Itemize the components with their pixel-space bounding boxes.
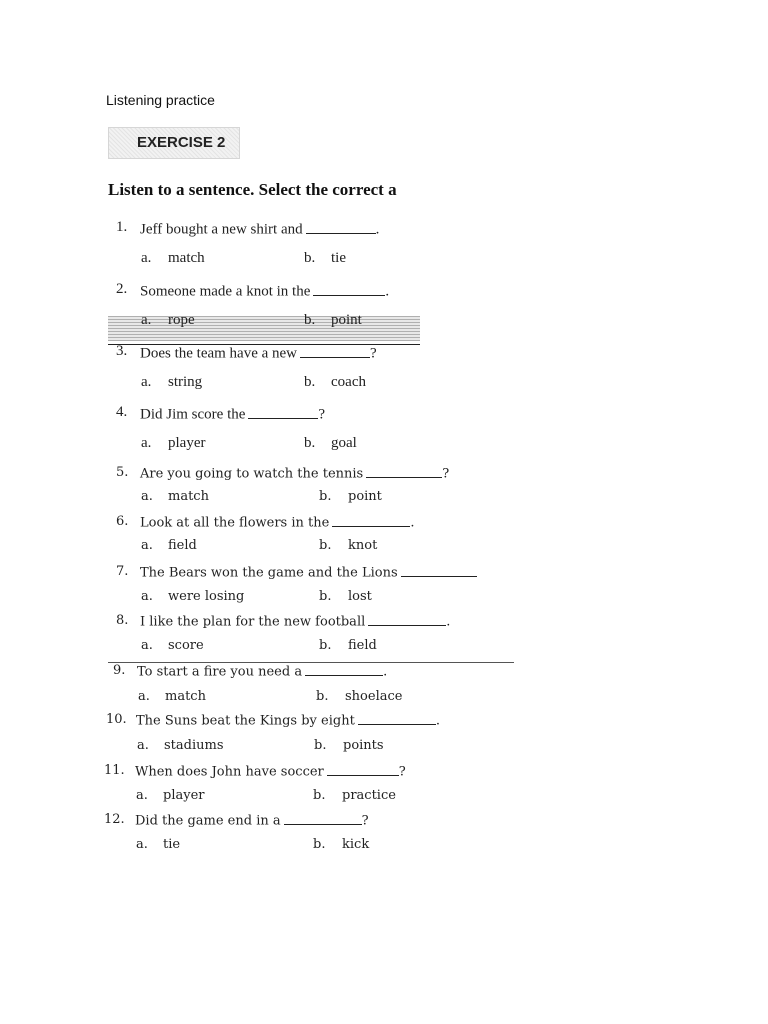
option-a-letter: a. bbox=[141, 250, 152, 266]
option-b[interactable]: point bbox=[331, 312, 362, 328]
question-text: Are you going to watch the tennis bbox=[140, 466, 364, 482]
question-number: 7. bbox=[116, 564, 129, 579]
option-b-letter: b. bbox=[313, 837, 326, 852]
option-a[interactable]: player bbox=[168, 435, 206, 451]
question-number: 12. bbox=[104, 812, 125, 827]
question-number: 9. bbox=[113, 663, 126, 678]
option-b[interactable]: goal bbox=[331, 435, 357, 451]
question-end: ? bbox=[398, 764, 406, 780]
option-a-letter: a. bbox=[138, 689, 150, 704]
answer-blank bbox=[332, 514, 410, 527]
option-b-letter: b. bbox=[319, 638, 332, 653]
option-b-letter: b. bbox=[304, 374, 316, 390]
option-b[interactable]: practice bbox=[342, 788, 396, 803]
answer-blank bbox=[300, 343, 370, 358]
answer-blank bbox=[358, 712, 436, 725]
question-end: ? bbox=[442, 466, 450, 482]
question-text: The Suns beat the Kings by eight bbox=[136, 713, 355, 729]
question-end: . bbox=[375, 221, 380, 238]
question-end: . bbox=[385, 283, 390, 300]
option-b[interactable]: tie bbox=[331, 250, 346, 266]
answer-blank bbox=[248, 404, 318, 419]
option-a[interactable]: were losing bbox=[168, 589, 245, 604]
option-a-letter: a. bbox=[141, 435, 152, 451]
option-b[interactable]: lost bbox=[348, 589, 372, 604]
question-text: Someone made a knot in the bbox=[140, 283, 311, 300]
option-a[interactable]: match bbox=[165, 689, 206, 704]
exercise-label: EXERCISE 2 bbox=[137, 134, 226, 151]
instruction-text: Listen to a sentence. Select the correct a bbox=[108, 180, 397, 199]
option-b[interactable]: coach bbox=[331, 374, 366, 390]
question-number: 11. bbox=[104, 763, 125, 778]
question-number: 8. bbox=[116, 613, 129, 628]
option-b-letter: b. bbox=[319, 589, 332, 604]
question-number: 4. bbox=[116, 404, 128, 420]
question-number: 1. bbox=[116, 219, 128, 235]
option-a[interactable]: field bbox=[168, 538, 197, 553]
option-b-letter: b. bbox=[314, 738, 327, 753]
question-end: . bbox=[446, 614, 451, 630]
answer-blank bbox=[313, 281, 385, 296]
scan-artifact-band bbox=[108, 316, 420, 341]
option-a[interactable]: match bbox=[168, 250, 205, 266]
question-text: Does the team have a new bbox=[140, 345, 298, 362]
question-number: 3. bbox=[116, 343, 128, 359]
question-end: . bbox=[435, 713, 440, 729]
option-a-letter: a. bbox=[141, 589, 153, 604]
option-b[interactable]: points bbox=[343, 738, 384, 753]
question-number: 5. bbox=[116, 465, 129, 480]
option-b[interactable]: knot bbox=[348, 538, 378, 553]
option-b-letter: b. bbox=[304, 250, 316, 266]
option-b-letter: b. bbox=[319, 538, 332, 553]
question-end: ? bbox=[370, 345, 377, 362]
option-a-letter: a. bbox=[141, 538, 153, 553]
question-number: 10. bbox=[106, 712, 127, 727]
question-end: . bbox=[410, 515, 415, 531]
option-a[interactable]: tie bbox=[163, 837, 181, 852]
option-a-letter: a. bbox=[141, 312, 152, 328]
option-b-letter: b. bbox=[316, 689, 329, 704]
option-a[interactable]: rope bbox=[168, 312, 195, 328]
question-text: I like the plan for the new football bbox=[140, 614, 366, 630]
question-text: To start a fire you need a bbox=[137, 664, 303, 680]
question-end: ? bbox=[361, 813, 369, 829]
question-text: Did Jim score the bbox=[140, 406, 246, 423]
question-end: ? bbox=[318, 406, 326, 423]
option-a[interactable]: match bbox=[168, 489, 209, 504]
exercise-badge bbox=[108, 127, 240, 159]
option-b-letter: b. bbox=[304, 312, 316, 328]
question-text: Jeff bought a new shirt and bbox=[140, 221, 303, 238]
option-a[interactable]: player bbox=[163, 788, 205, 803]
option-a-letter: a. bbox=[141, 374, 152, 390]
option-b-letter: b. bbox=[313, 788, 326, 803]
page-heading: Listening practice bbox=[106, 92, 215, 108]
option-b-letter: b. bbox=[304, 435, 316, 451]
answer-blank bbox=[306, 219, 376, 234]
option-b[interactable]: point bbox=[348, 489, 382, 504]
option-b[interactable]: field bbox=[348, 638, 377, 653]
question-text: Look at all the flowers in the bbox=[140, 515, 330, 531]
question-text: When does John have soccer bbox=[135, 764, 324, 780]
question-text: Did the game end in a bbox=[135, 813, 281, 829]
answer-blank bbox=[284, 812, 362, 825]
answer-blank bbox=[368, 613, 446, 626]
option-a-letter: a. bbox=[136, 837, 148, 852]
question-text: The Bears won the game and the Lions bbox=[140, 565, 398, 581]
option-b-letter: b. bbox=[319, 489, 332, 504]
option-a-letter: a. bbox=[136, 788, 148, 803]
option-a[interactable]: stadiums bbox=[164, 738, 224, 753]
answer-blank bbox=[305, 663, 383, 676]
question-end: . bbox=[383, 664, 388, 680]
option-a[interactable]: score bbox=[168, 638, 204, 653]
option-b[interactable]: shoelace bbox=[345, 689, 403, 704]
option-a[interactable]: string bbox=[168, 374, 203, 390]
option-a-letter: a. bbox=[141, 489, 153, 504]
question-number: 6. bbox=[116, 514, 129, 529]
question-number: 2. bbox=[116, 281, 128, 297]
answer-blank bbox=[401, 564, 477, 577]
option-a-letter: a. bbox=[137, 738, 149, 753]
answer-blank bbox=[327, 763, 399, 776]
answer-blank bbox=[366, 465, 442, 478]
option-b[interactable]: kick bbox=[342, 837, 370, 852]
option-a-letter: a. bbox=[141, 638, 153, 653]
